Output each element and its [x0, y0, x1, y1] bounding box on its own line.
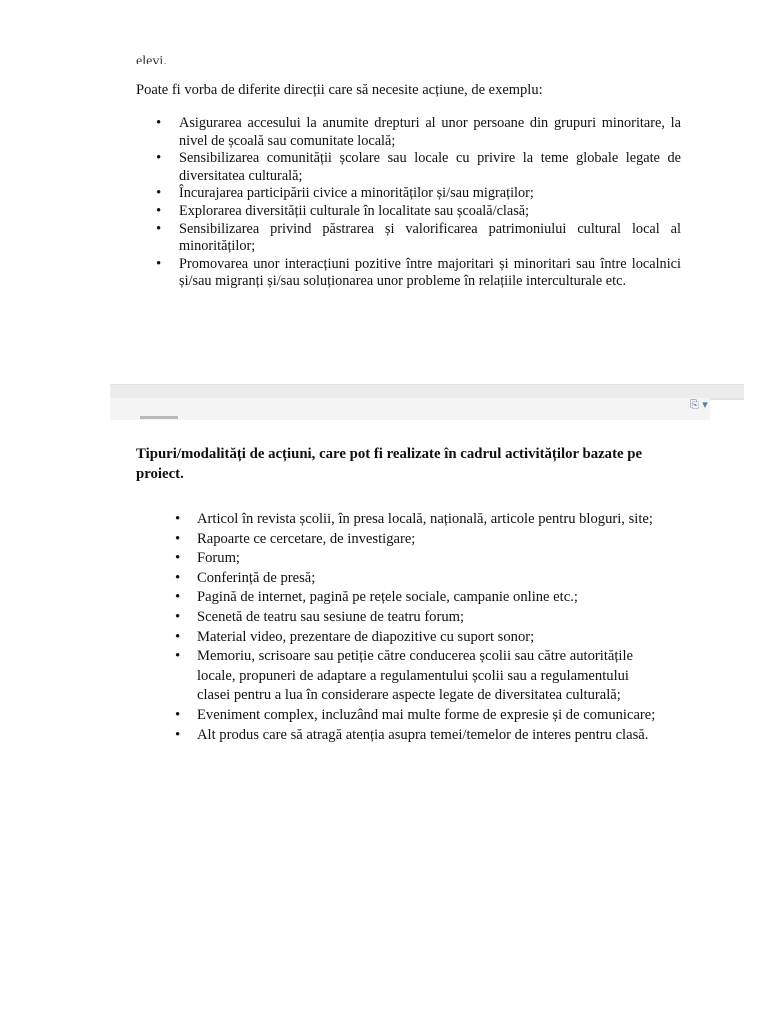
list-item: • Alt produs care să atragă atenția asupra temei/temelor de interes pentru clasă.: [136, 726, 656, 746]
list-item: • Forum;: [136, 549, 656, 569]
list-item: • Pagină de internet, pagină pe rețele sociale, campanie online etc.;: [136, 588, 656, 608]
list-item: • Scenetă de teatru sau sesiune de teatru forum;: [136, 608, 656, 628]
list-item: • Promovarea unor interacțiuni pozitive între majoritari și minoritari sau între localnici și/sau migranți și/sau soluționarea unor probleme în relațiile interculturale etc.: [136, 256, 681, 291]
intro-sentence: Poate fi vorba de diferite direcții care să necesite acțiune, de exemplu:: [136, 82, 543, 98]
list-item: • Sensibilizarea comunității școlare sau locale cu privire la teme globale legate de diversitatea culturală;: [136, 150, 681, 185]
list-item: • Explorarea diversității culturale în localitate sau școală/clasă;: [136, 203, 681, 221]
section-heading: Tipuri/modalități de acțiuni, care pot fi realizate în cadrul activităților bazate pe proiect.: [136, 446, 643, 482]
cut-off-text-stub: [140, 416, 178, 419]
list-item: • Sensibilizarea privind păstrarea și valorificarea patrimoniului cultural local al minorităților;: [136, 221, 681, 256]
page-divider-shadow: [110, 398, 710, 420]
bottom-document-fragment: [136, 444, 656, 745]
action-types-list: [136, 510, 656, 745]
cut-off-word: elevi.: [136, 54, 167, 64]
list-item: • Eveniment complex, incluzând mai multe forme de expresie și de comunicare;: [136, 706, 656, 726]
list-item: • Încurajarea participării civice a minorităților și/sau migraților;: [136, 185, 681, 203]
page-divider: [110, 384, 744, 399]
top-document-fragment: [136, 54, 681, 291]
list-item: • Material video, prezentare de diapozitive cu suport sonor;: [136, 628, 656, 648]
list-item: • Articol în revista școlii, în presa locală, națională, articole pentru bloguri, site;: [136, 510, 656, 530]
directions-list: [136, 115, 681, 291]
list-item: • Memoriu, scrisoare sau petiție către conducerea școlii sau către autoritățile locale, propuneri de adaptare a regulamentului școlii sau a regulamentului clasei pentru a lua în considerare aspecte legate de diversitatea culturală;: [136, 647, 656, 706]
list-item: • Conferință de presă;: [136, 569, 656, 589]
paste-options-icon[interactable]: ⎘ ▾: [690, 398, 708, 411]
page-divider-edge: [710, 398, 744, 400]
list-item: • Rapoarte ce cercetare, de investigare;: [136, 530, 656, 550]
list-item: • Asigurarea accesului la anumite drepturi al unor persoane din grupuri minoritare, la nivel de școală sau comunitate locală;: [136, 115, 681, 150]
